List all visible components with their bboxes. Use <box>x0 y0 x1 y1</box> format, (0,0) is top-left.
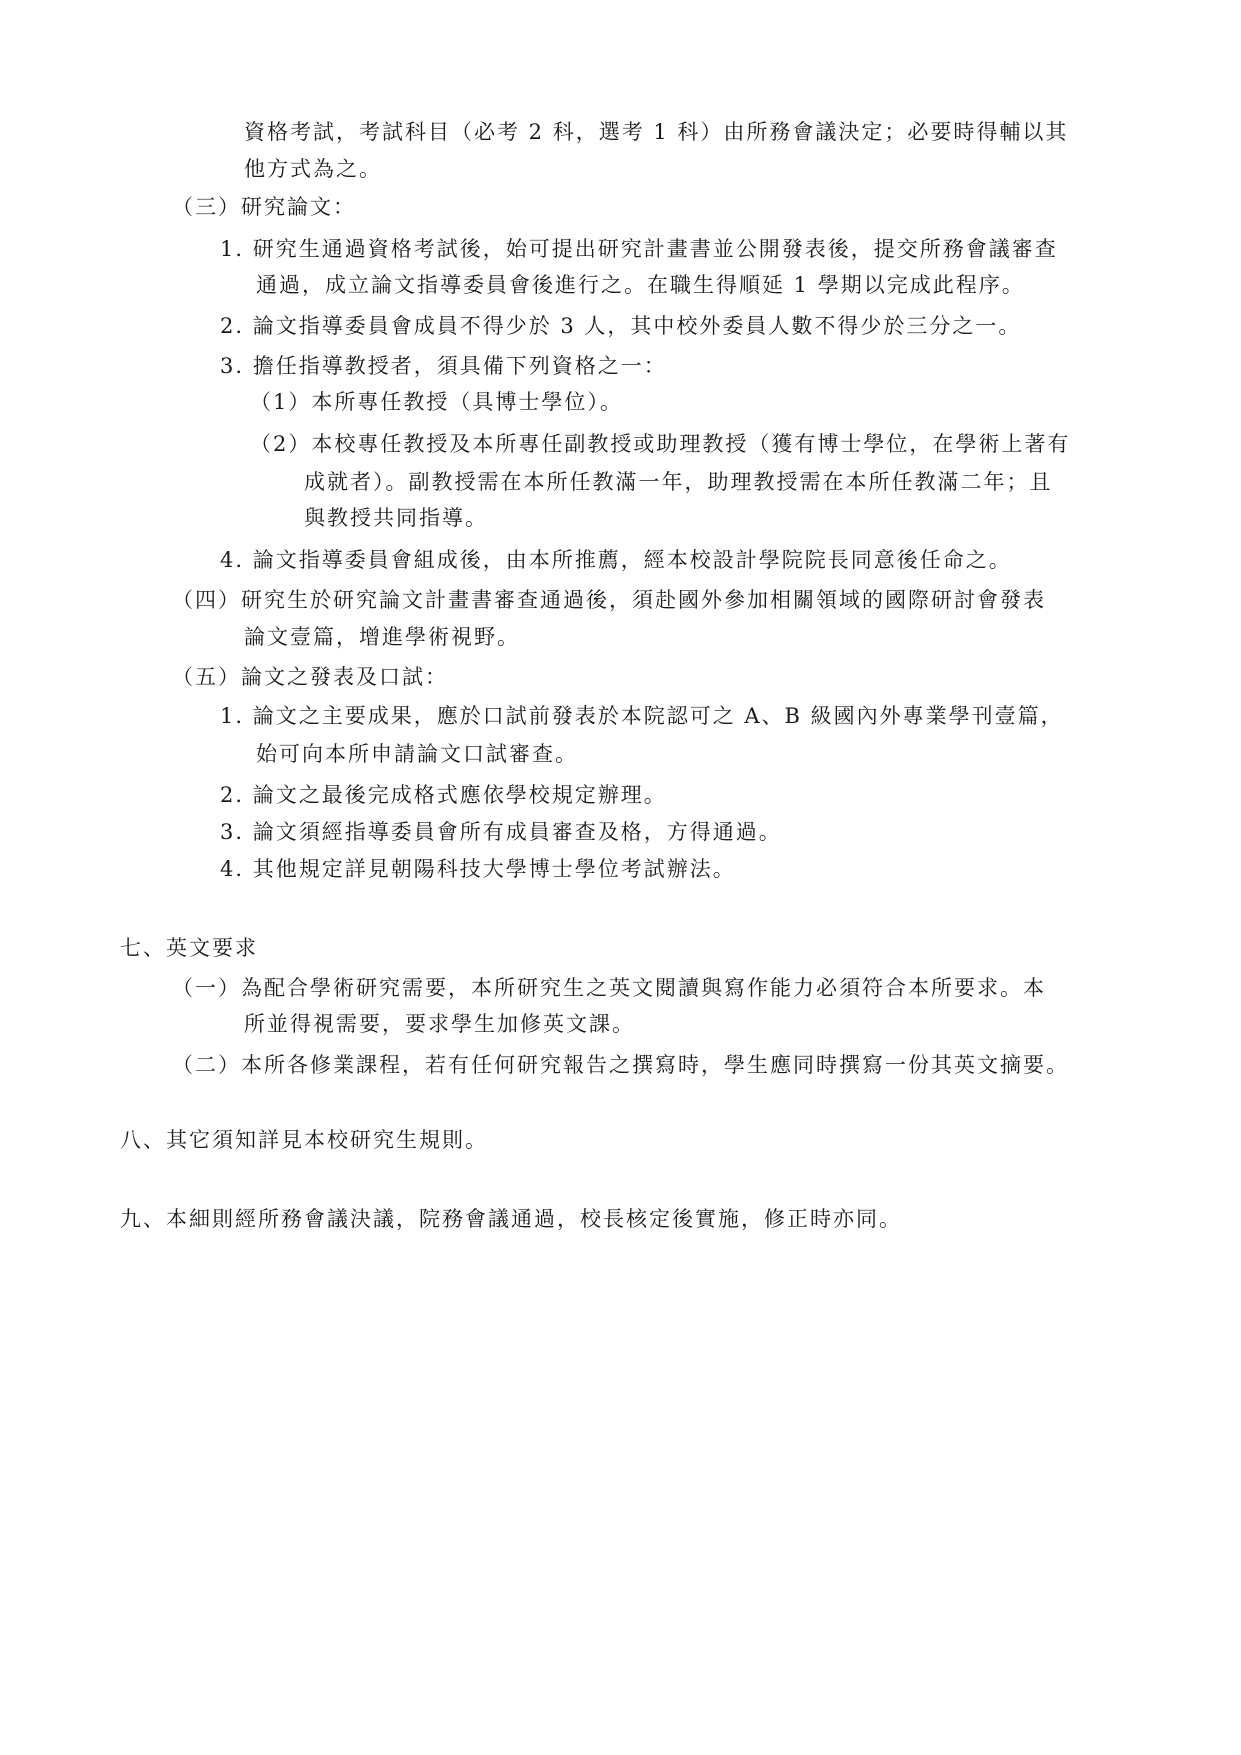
text-line: 所並得視需要，要求學生加修英文課。 <box>244 1012 635 1036</box>
text-line: 1. 研究生通過資格考試後，始可提出研究計畫書並公開發表後，提交所務會議審查 <box>220 237 1058 261</box>
text-line: 3. 擔任指導教授者，須具備下列資格之一： <box>220 354 667 378</box>
text-line: （二）本所各修業課程，若有任何研究報告之撰寫時，學生應同時撰寫一份其英文摘要。 <box>172 1053 1069 1077</box>
text-line: 通過，成立論文指導委員會後進行之。在職生得順延 1 學期以完成此程序。 <box>256 273 1025 297</box>
section-heading: 九、本細則經所務會議決議，院務會議通過，校長核定後實施，修正時亦同。 <box>120 1207 902 1231</box>
section-heading: （五）論文之發表及口試： <box>172 665 448 689</box>
text-line: （2）本校專任教授及本所專任副教授或助理教授（獲有博士學位，在學術上著有 <box>250 432 1071 456</box>
text-line: 他方式為之。 <box>244 157 382 181</box>
text-line: 1. 論文之主要成果，應於口試前發表於本院認可之 A、B 級國內外專業學刊壹篇， <box>220 704 1064 728</box>
text-line: 資格考試，考試科目（必考 2 科，選考 1 科）由所務會議決定；必要時得輔以其 <box>244 120 1069 144</box>
section-heading: 七、英文要求 <box>120 936 258 960</box>
text-line: 3. 論文須經指導委員會所有成員審查及格，方得通過。 <box>220 820 782 844</box>
text-line: 2. 論文指導委員會成員不得少於 3 人，其中校外委員人數不得少於三分之一。 <box>220 314 1022 338</box>
section-heading: （四）研究生於研究論文計畫書審查通過後，須赴國外參加相關領域的國際研討會發表 <box>172 588 1046 612</box>
text-line: 與教授共同指導。 <box>304 506 488 530</box>
text-line: （1）本所專任教授（具博士學位）。 <box>250 390 623 414</box>
section-heading: 八、其它須知詳見本校研究生規則。 <box>120 1128 488 1152</box>
text-line: 論文壹篇，增進學術視野。 <box>244 625 520 649</box>
text-line: 4. 其他規定詳見朝陽科技大學博士學位考試辦法。 <box>220 857 736 881</box>
text-line: （一）為配合學術研究需要，本所研究生之英文閱讀與寫作能力必須符合本所要求。本 <box>172 976 1046 1000</box>
text-line: 2. 論文之最後完成格式應依學校規定辦理。 <box>220 783 667 807</box>
text-line: 4. 論文指導委員會組成後，由本所推薦，經本校設計學院院長同意後任命之。 <box>220 548 1012 572</box>
text-line: 始可向本所申請論文口試審查。 <box>256 742 578 766</box>
text-line: 成就者）。副教授需在本所任教滿一年，助理教授需在本所任教滿二年；且 <box>304 470 1053 494</box>
section-heading: （三）研究論文： <box>172 195 356 219</box>
